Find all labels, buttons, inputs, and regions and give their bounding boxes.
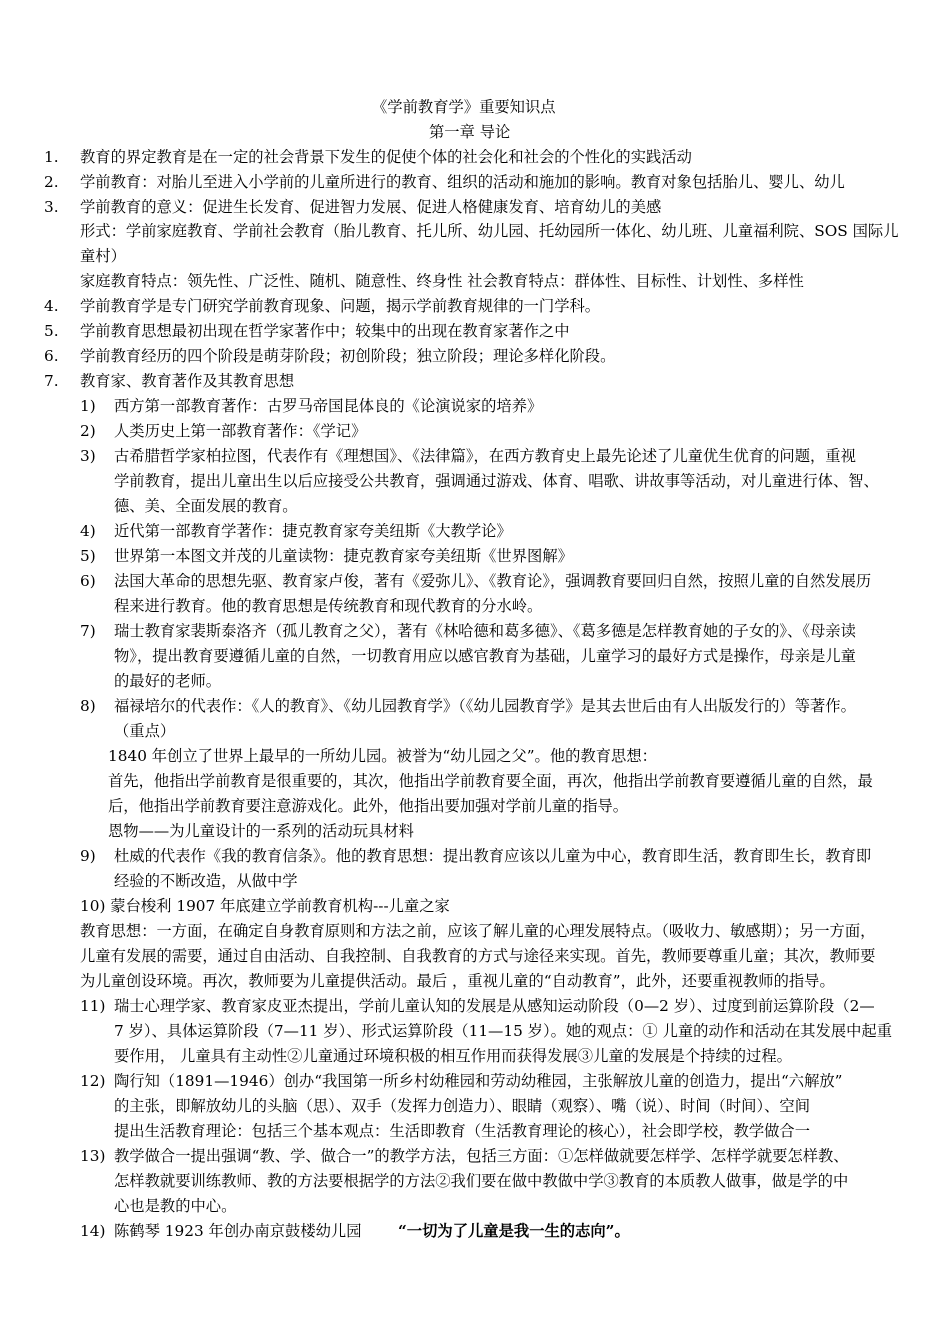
sub-item-text: 1840 年创立了世界上最早的一所幼儿园。被誉为“幼儿园之父”。他的教育思想： xyxy=(108,747,657,765)
item-number: 1. xyxy=(44,148,59,166)
item-text: 学前教育学是专门研究学前教育现象、问题，揭示学前教育规律的一门学科。 xyxy=(80,297,601,315)
chapter-heading: 第一章 导论 xyxy=(429,123,511,141)
sub-item-text: 世界第一本图文并茂的儿童读物：捷克教育家夸美纽斯《世界图解》 xyxy=(114,547,573,565)
sub-item-number: 7) xyxy=(80,622,96,640)
sub-item-text: 近代第一部教育学著作：捷克教育家夸美纽斯《大教学论》 xyxy=(114,522,512,540)
sub-item-text: 要作用， 儿童具有主动性②儿童通过环境积极的相互作用而获得发展③儿童的发展是个持续的过程。 xyxy=(114,1047,792,1065)
sub-item-text: 法国大革命的思想先驱、教育家卢俊，著有《爱弥儿》、《教育论》，强调教育要回归自然，按照儿童的自然发展历 xyxy=(114,572,872,590)
item-text: 学前教育经历的四个阶段是萌芽阶段；初创阶段；独立阶段；理论多样化阶段。 xyxy=(80,347,616,365)
item-text: 为儿童创设环境。再次，教师要为儿童提供活动。最后 ，重视儿童的“自动教育”，此外，还要重视教师的指导。 xyxy=(80,972,835,990)
item-text: 学前教育：对胎儿至进入小学前的儿童所进行的教育、组织的活动和施加的影响。教育对象包括胎儿、婴儿、幼儿 xyxy=(80,173,845,191)
sub-item-number: 2) xyxy=(80,422,96,440)
item-number: 3. xyxy=(44,198,59,216)
sub-item-number: 5) xyxy=(80,547,96,565)
item-text: 学前教育的意义：促进生长发育、促进智力发展、促进人格健康发育、培育幼儿的美感 xyxy=(80,198,662,216)
item-number: 2. xyxy=(44,173,59,191)
sub-item-text: 心也是教的中心。 xyxy=(114,1197,237,1215)
sub-item-number: 13) xyxy=(80,1147,106,1165)
sub-item-text: 经验的不断改造，从做中学 xyxy=(114,872,298,890)
sub-item-text: 陈鹤琴 1923 年创办南京鼓楼幼儿园 xyxy=(114,1222,362,1240)
sub-item-text: 教学做合一提出强调“教、学、做合一”的教学方法，包括三方面：①怎样做就要怎样学、怎样学就要怎样教、 xyxy=(114,1147,849,1165)
sub-item-number: 4) xyxy=(80,522,96,540)
emphasis-quote: “一切为了儿童是我一生的志向”。 xyxy=(398,1222,630,1240)
item-number: 6. xyxy=(44,347,59,365)
item-number: 4. xyxy=(44,297,59,315)
sub-item-text: 学前教育，提出儿童出生以后应接受公共教育，强调通过游戏、体育、唱歌、讲故事等活动，对儿童进行体、智、 xyxy=(114,472,879,490)
item-text: 儿童有发展的需要，通过自由活动、自我控制、自我教育的方式与途径来实现。首先，教师要尊重儿童；其次，教师要 xyxy=(80,947,876,965)
sub-item-number: 3) xyxy=(80,447,96,465)
item-text: 形式：学前家庭教育、学前社会教育（胎儿教育、托儿所、幼儿园、托幼园所一体化、幼儿班、儿童福利院、SOS 国际儿 xyxy=(80,222,899,240)
sub-item-text: 7 岁）、具体运算阶段（7—11 岁）、形式运算阶段（11—15 岁）。她的观点：① 儿童的动作和活动在其发展中起重 xyxy=(114,1022,893,1040)
item-number: 5. xyxy=(44,322,59,340)
item-text: 童村） xyxy=(80,247,126,265)
sub-item-text: 的最好的老师。 xyxy=(114,672,222,690)
sub-item-text: 程来进行教育。他的教育思想是传统教育和现代教育的分水岭。 xyxy=(114,597,543,615)
sub-item-text: 恩物——为儿童设计的一系列的活动玩具材料 xyxy=(108,822,414,840)
sub-item-text: 提出生活教育理论：包括三个基本观点：生活即教育（生活教育理论的核心），社会即学校，教学做合一 xyxy=(114,1122,811,1140)
sub-item-number: 12) xyxy=(80,1072,106,1090)
sub-item-text: 福禄培尔的代表作：《人的教育》、《幼儿园教育学》（《幼儿园教育学》是其去世后由有人出版发行的）等著作。 xyxy=(114,697,856,715)
sub-item-text: （重点） xyxy=(114,722,176,740)
sub-item-number: 8) xyxy=(80,697,96,715)
sub-item-text: 首先，他指出学前教育是很重要的，其次，他指出学前教育要全面，再次，他指出学前教育要遵循儿童的自然，最 xyxy=(108,772,873,790)
sub-item-text: 10) 蒙台梭利 1907 年底建立学前教育机构---儿童之家 xyxy=(80,897,450,915)
sub-item-number: 14) xyxy=(80,1222,106,1240)
sub-item-text: 物》，提出教育要遵循儿童的自然，一切教育用应以感官教育为基础，儿童学习的最好方式是操作，母亲是儿童 xyxy=(114,647,856,665)
sub-item-number: 1) xyxy=(80,397,96,415)
sub-item-text: 人类历史上第一部教育著作：《学记》 xyxy=(114,422,367,440)
item-text: 家庭教育特点：领先性、广泛性、随机、随意性、终身性 社会教育特点：群体性、目标性、计划性、多样性 xyxy=(80,272,804,290)
sub-item-text: 古希腊哲学家柏拉图，代表作有《理想国》、《法律篇》，在西方教育史上最先论述了儿童优生优育的问题，重视 xyxy=(114,447,856,465)
sub-item-text: 杜威的代表作《我的教育信条》。他的教育思想：提出教育应该以儿童为中心，教育即生活，教育即生长，教育即 xyxy=(114,847,872,865)
sub-item-number: 9) xyxy=(80,847,96,865)
document-title: 《学前教育学》重要知识点 xyxy=(372,98,556,116)
sub-item-text: 瑞士教育家裴斯泰洛齐（孤儿教育之父），著有《林哈德和葛多德》、《葛多德是怎样教育她的子女的》、《母亲读 xyxy=(114,622,856,640)
sub-item-text: 怎样教就要训练教师、教的方法要根据学的方法②我们要在做中教做中学③教育的本质教人做事，做是学的中 xyxy=(114,1172,849,1190)
sub-item-number: 11) xyxy=(80,997,106,1015)
item-text: 学前教育思想最初出现在哲学家著作中；较集中的出现在教育家著作之中 xyxy=(80,322,570,340)
sub-item-text: 的主张，即解放幼儿的头脑（思）、双手（发挥力创造力）、眼睛（观察）、嘴（说）、时间（时间）、空间 xyxy=(114,1097,811,1115)
sub-item-text: 西方第一部教育著作：古罗马帝国昆体良的《论演说家的培养》 xyxy=(114,397,543,415)
item-number: 7. xyxy=(44,372,59,390)
sub-item-text: 德、美、全面发展的教育。 xyxy=(114,497,298,515)
sub-item-number: 6) xyxy=(80,572,96,590)
item-text: 教育思想：一方面，在确定自身教育原则和方法之前，应该了解儿童的心理发展特点。（吸收力、敏感期）；另一方面， xyxy=(80,922,876,940)
sub-item-text: 后，他指出学前教育要注意游戏化。此外，他指出要加强对学前儿童的指导。 xyxy=(108,797,629,815)
sub-item-text: 陶行知（1891—1946）创办“我国第一所乡村幼稚园和劳动幼稚园，主张解放儿童的创造力，提出“六解放” xyxy=(114,1072,843,1090)
sub-item-text: 瑞士心理学家、教育家皮亚杰提出，学前儿童认知的发展是从感知运动阶段（0—2 岁）、过度到前运算阶段（2— xyxy=(114,997,875,1015)
item-text: 教育家、教育著作及其教育思想 xyxy=(80,372,295,390)
item-text: 教育的界定教育是在一定的社会背景下发生的促使个体的社会化和社会的个性化的实践活动 xyxy=(80,148,692,166)
